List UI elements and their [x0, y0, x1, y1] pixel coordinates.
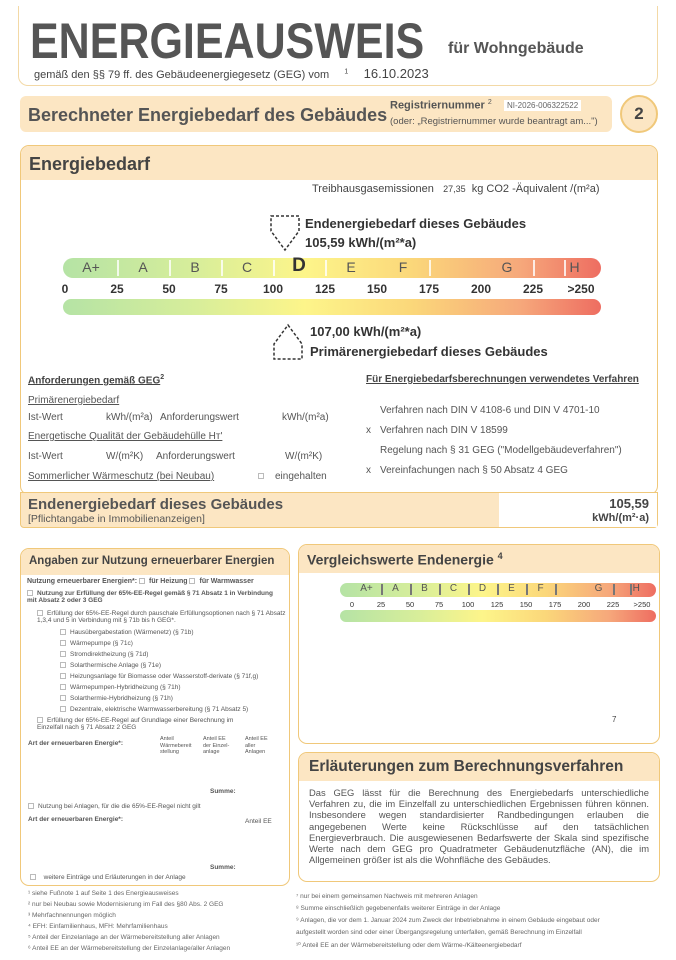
- class-divider: [381, 584, 383, 595]
- flat-label: Erfüllung der 65%-EE-Regel durch pauschale Erfüllungsoptionen nach § 71 Absatz 1,3,4 und 5 in Verbindung mit § 71b bis h GEG*.: [37, 610, 286, 624]
- section-header: [20, 96, 612, 132]
- comparison-tick: 125: [490, 600, 504, 609]
- methods-title: [366, 374, 639, 385]
- flat-option[interactable]: [37, 610, 287, 624]
- class-divider: [497, 584, 499, 595]
- method-option[interactable]: [366, 425, 508, 436]
- explanation-text: Das GEG lässt für die Berechnung des Energiebedarfs unterschiedliche Verfahren zu, die im Einzelfall zu unterschiedlichen Ergebnissen führen können. Insbesondere wegen standardisierter Randbedingungen erlauben die angegebenen Werte keine Rückschlüsse auf den tatsächlichen Energieverbrauch. Die ausgewiesenen Bedarfswerte der Skala sind spezifische Werte nach dem GEG pro Quadratmeter Gebäudenutzfläche (AN), die im Allgemeinen größer ist als die Wohnfläche des Gebäudes.: [309, 787, 649, 866]
- footnote: ¹⁰ Anteil EE an der Wärmebereitstellung oder dem Wärme-/Kälteenergiebedarf: [296, 942, 522, 949]
- comparison-tick: 225: [606, 600, 620, 609]
- unit-label: kWh/(m²a): [106, 412, 153, 423]
- unit-label: W/(m²K): [106, 451, 144, 462]
- energy-demand-panel: [20, 145, 658, 495]
- footnote-ref: 1: [344, 68, 349, 76]
- requirement-label: Anforderungswert: [160, 412, 239, 423]
- primary-energy-arrow-icon: [271, 322, 305, 362]
- comparison-tick: 150: [519, 600, 533, 609]
- comparison-note: 7: [612, 715, 617, 724]
- class-divider: [325, 260, 327, 276]
- scale-tick: >250: [567, 282, 595, 296]
- comparison-tick: 200: [577, 600, 591, 609]
- req-title-text: Anforderungen gemäß GEG: [28, 375, 161, 387]
- comparison-class: F: [537, 583, 544, 594]
- kind-label: Art der erneuerbaren Energie*:: [28, 816, 124, 823]
- heating-label: für Heizung: [149, 578, 188, 585]
- hull-quality-label: Energetische Qualität der Gebäudehülle Hт': [28, 431, 223, 442]
- sum-label: Summe:: [210, 788, 236, 795]
- energy-class-E: E: [346, 259, 356, 275]
- renewable-option[interactable]: [60, 684, 181, 691]
- registration-label: [390, 99, 492, 112]
- option-label: Hausübergabestation (Wärmenetz) (§ 71b): [70, 629, 194, 636]
- method-label: Regelung nach § 31 GEG ("Modellgebäudeverfahren"): [380, 445, 622, 456]
- comparison-title-text: Vergleichswerte Endenergie: [307, 551, 494, 568]
- scale-tick: 25: [110, 282, 124, 296]
- scale-tick: 225: [522, 282, 544, 296]
- document-subtitle: für Wohngebäude: [448, 40, 584, 57]
- energy-class-B: B: [190, 259, 200, 275]
- requirements-title: [28, 374, 164, 386]
- comparison-tick: >250: [633, 600, 651, 609]
- comparison-lower-bar: [340, 610, 656, 622]
- comparison-class: G: [594, 583, 603, 594]
- use-label: Nutzung erneuerbarer Energien*:: [27, 578, 138, 585]
- reg-label: Registriernummer: [390, 99, 485, 112]
- method-label: Verfahren nach DIN V 4108-6 und DIN V 4701-10: [380, 405, 600, 416]
- class-divider: [221, 260, 223, 276]
- footnote: ⁷ nur bei einem gemeinsamen Nachweis mit mehreren Anlagen: [296, 893, 478, 900]
- kept-label: eingehalten: [275, 471, 327, 482]
- comparison-class: A+: [360, 583, 373, 594]
- primary-demand-label: Primärenergiebedarf: [28, 395, 120, 406]
- class-divider: [169, 260, 171, 276]
- explanation-title: Erläuterungen zum Berechnungsverfahren: [299, 753, 659, 781]
- issue-date: 16.10.2023: [363, 66, 429, 81]
- requirement-label: Anforderungswert: [156, 451, 235, 462]
- more-label: weitere Einträge und Erläuterungen in der Anlage: [43, 874, 186, 881]
- ist-value-label: Ist-Wert: [28, 451, 63, 462]
- class-divider: [526, 584, 528, 595]
- class-divider: [117, 260, 119, 276]
- summary-unit: kWh/(m²·a): [592, 512, 649, 524]
- comparison-title: [299, 545, 659, 573]
- option-label: Solarthermische Anlage (§ 71e): [70, 662, 162, 669]
- scale-tick: 125: [314, 282, 336, 296]
- method-label: Verfahren nach DIN V 18599: [380, 425, 508, 436]
- ghg-label: Treibhausgasemissionen: [312, 183, 434, 195]
- comparison-tick: 175: [548, 600, 562, 609]
- method-option[interactable]: [366, 405, 600, 416]
- summary-value: 105,59: [609, 496, 649, 511]
- comparison-tick: 75: [434, 600, 444, 609]
- methods-title-text: Für Energiebedarfsberechnungen verwendetes Verfahren: [366, 374, 639, 385]
- energy-class-C: C: [241, 259, 253, 275]
- page-number-badge: 2: [620, 95, 658, 133]
- water-label: für Warmwasser: [199, 578, 254, 585]
- share-label: Anteil EE: [245, 818, 272, 825]
- option-label: Wärmepumpe (§ 71c): [70, 640, 133, 647]
- scale-tick: 0: [61, 282, 69, 296]
- footnote: ⁶ Anteil EE an der Wärmebereitstellung der Einzelanlage/aller Anlagen: [28, 945, 231, 952]
- sum-label: Summe:: [210, 864, 236, 871]
- renewable-option[interactable]: [60, 662, 161, 669]
- summer-protection-checkbox[interactable]: [258, 471, 268, 482]
- ghg-unit: kg CO2 -Äquivalent /(m²a): [471, 183, 600, 195]
- comparison-class: D: [478, 583, 487, 594]
- comparison-tick: 100: [461, 600, 475, 609]
- footnote: ⁹ Anlagen, die vor dem 1. Januar 2024 zum Zweck der Inbetriebnahme in einem Gebäude eingebaut oder: [296, 917, 600, 924]
- calc-label: Erfüllung der 65%-EE-Regel auf Grundlage einer Berechnung im Einzelfall nach § 71 Absatz 2 GEG: [37, 717, 234, 731]
- scale-tick: 150: [366, 282, 388, 296]
- more-option[interactable]: [30, 874, 186, 881]
- ghg-value: 27,35: [443, 184, 466, 194]
- energy-class-Aplus: A+: [82, 259, 100, 275]
- footnote: ³ Mehrfachnennungen möglich: [28, 912, 116, 919]
- rule-label: Nutzung zur Erfüllung der 65%-EE-Regel gemäß § 71 Absatz 1 in Verbindung mit Absatz 2 oder 3 GEG: [27, 590, 273, 604]
- end-energy-value: 105,59 kWh/(m²*a): [305, 235, 417, 250]
- legal-text: gemäß den §§ 79 ff. des Gebäudeenergiegesetz (GEG) vom: [34, 69, 330, 81]
- method-option[interactable]: [366, 465, 568, 476]
- class-divider: [630, 584, 632, 595]
- scale-tick: 100: [262, 282, 284, 296]
- scale-tick: 50: [162, 282, 176, 296]
- comparison-sup: 4: [497, 551, 503, 561]
- scale-tick: 200: [470, 282, 492, 296]
- comparison-scale-bar: [340, 583, 656, 597]
- energy-class-F: F: [398, 259, 408, 275]
- footnote: aufgestellt worden sind oder einer Übergangsregelung unterfallen, gemäß Berechnung im Einzelfall: [296, 929, 582, 936]
- method-checkbox[interactable]: x: [366, 425, 371, 436]
- summary-title: Endenergiebedarf dieses Gebäudes: [28, 496, 284, 513]
- scale-ticks: [0, 282, 676, 296]
- renewables-use-line: [27, 578, 254, 585]
- end-energy-label: Endenergiebedarf dieses Gebäudes: [305, 216, 527, 231]
- renewable-option[interactable]: [60, 695, 173, 702]
- renewables-title: Angaben zur Nutzung erneuerbarer Energien: [21, 549, 289, 575]
- renewable-option[interactable]: [60, 640, 133, 647]
- comparison-class: A: [392, 583, 399, 594]
- end-energy-arrow-icon: [268, 213, 302, 253]
- class-divider: [410, 584, 412, 595]
- energy-class-H: H: [569, 259, 580, 275]
- end-energy-summary: [20, 492, 658, 528]
- comparison-ticks: [0, 600, 676, 610]
- heating-checkbox[interactable]: [139, 578, 145, 584]
- renewable-option[interactable]: [60, 651, 148, 658]
- reg-sup: 2: [487, 99, 492, 106]
- col-single-share: Anteil EE der Einzel-anlage: [203, 736, 230, 755]
- option-label: Solarthermie-Hybridheizung (§ 71h): [70, 695, 173, 702]
- comparison-class: E: [508, 583, 515, 594]
- option-label: Dezentrale, elektrische Warmwasserbereitung (§ 71 Absatz 5): [70, 706, 249, 713]
- method-label: Vereinfachungen nach § 50 Absatz 4 GEG: [380, 465, 568, 476]
- unit-label: kWh/(m²a): [282, 412, 329, 423]
- col-all-share: Anteil EE aller Anlagen: [245, 736, 268, 755]
- energy-class-G: G: [501, 259, 513, 275]
- energy-scale-bar: [63, 255, 601, 278]
- primary-scale-bar: [63, 299, 601, 315]
- calc-option[interactable]: [37, 717, 237, 731]
- option-label: Heizungsanlage für Biomasse oder Wasserstoff-derivate (§ 71f,g): [70, 673, 259, 680]
- comparison-class: C: [449, 583, 458, 594]
- renewable-option[interactable]: [60, 673, 258, 680]
- class-divider: [468, 584, 470, 595]
- comparison-class: B: [421, 583, 428, 594]
- water-checkbox[interactable]: [189, 578, 195, 584]
- option-label: Stromdirektheizung (§ 71d): [70, 651, 149, 658]
- class-divider: [439, 584, 441, 595]
- col-heat-share: Anteil Wärmebereit stellung: [160, 736, 192, 755]
- kind-label: Art der erneuerbaren Energie*:: [28, 740, 124, 747]
- class-divider: [613, 584, 615, 595]
- summer-protection-label: Sommerlicher Wärmeschutz (bei Neubau): [28, 471, 215, 482]
- method-option[interactable]: [366, 445, 622, 456]
- unit-label: W/(m²K): [285, 451, 323, 462]
- explanation-panel: [298, 752, 660, 882]
- scale-tick: 75: [214, 282, 228, 296]
- primary-energy-label: Primärenergiebedarf dieses Gebäudes: [310, 344, 548, 359]
- renewable-option[interactable]: [60, 629, 194, 636]
- legal-line: [34, 66, 429, 81]
- panel-title: Energiebedarf: [21, 146, 657, 180]
- comparison-tick: 25: [376, 600, 386, 609]
- comparison-panel: [298, 544, 660, 744]
- summary-note: [Pflichtangabe in Immobilienanzeigen]: [28, 513, 205, 525]
- ist-value-label: Ist-Wert: [28, 412, 63, 423]
- energy-class-D: D: [292, 255, 306, 276]
- class-divider: [429, 260, 431, 276]
- class-divider: [273, 260, 275, 276]
- not-rule-option[interactable]: [28, 803, 201, 810]
- footnote: ⁴ EFH: Einfamilienhaus, MFH: Mehrfamilienhaus: [28, 923, 168, 930]
- comparison-tick: 0: [349, 600, 355, 609]
- footnote: ⁸ Summe einschließlich gegebenenfalls weiterer Einträge in der Anlage: [296, 905, 501, 912]
- footnote: ² nur bei Neubau sowie Modernisierung im Fall des §80 Abs. 2 GEG: [28, 901, 224, 908]
- section-title: Berechneter Energiebedarf des Gebäudes: [28, 105, 388, 125]
- footnote: ⁵ Anteil der Einzelanlage an der Wärmebereitstellung aller Anlagen: [28, 934, 220, 941]
- option-label: Wärmepumpen-Hybridheizung (§ 71h): [70, 684, 181, 691]
- document-title: ENERGIEAUSWEIS: [30, 13, 425, 69]
- class-divider: [555, 584, 557, 595]
- registration-note: (oder: „Registriernummer wurde beantragt am..."): [390, 116, 598, 127]
- scale-tick: 175: [418, 282, 440, 296]
- not-rule-label: Nutzung bei Anlagen, für die die 65%-EE-Regel nicht gilt: [38, 803, 201, 810]
- footnote: ¹ siehe Fußnote 1 auf Seite 1 des Energieausweises: [28, 890, 179, 897]
- renewable-option[interactable]: [60, 706, 248, 713]
- comparison-class: H: [632, 583, 640, 594]
- ghg-line: [312, 183, 599, 195]
- comparison-tick: 50: [405, 600, 415, 609]
- method-checkbox[interactable]: x: [366, 465, 371, 476]
- class-divider: [533, 260, 535, 276]
- energy-class-A: A: [138, 259, 148, 275]
- registration-number: NI-2026-006322522: [504, 100, 581, 111]
- req-sup: 2: [160, 374, 165, 381]
- class-divider: [564, 260, 566, 276]
- primary-energy-value: 107,00 kWh/(m²*a): [310, 324, 422, 339]
